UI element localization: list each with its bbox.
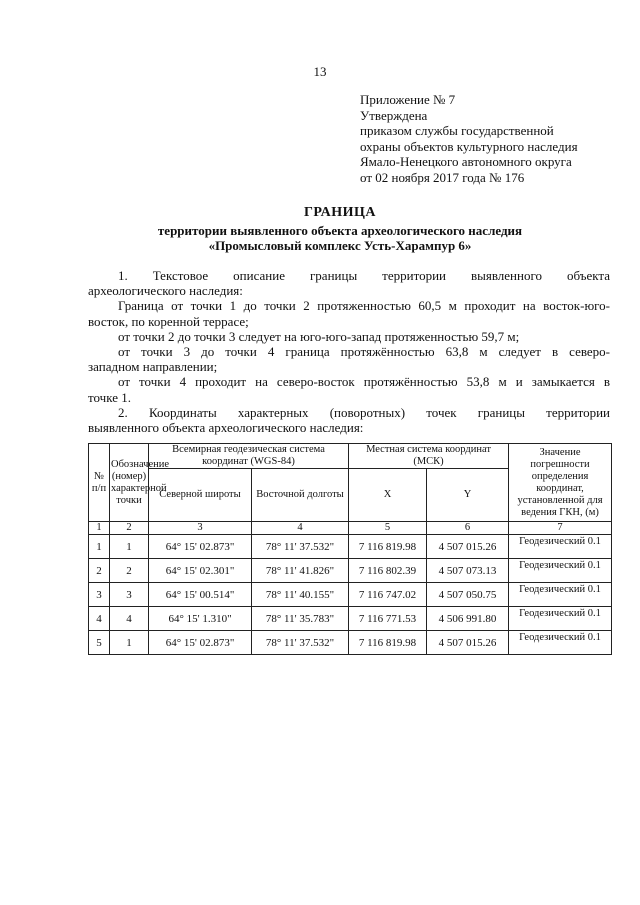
cell-latitude: 64° 15' 02.301" xyxy=(149,559,252,583)
cell-error: Геодезический 0.1 xyxy=(509,535,612,559)
cell-point: 2 xyxy=(110,559,149,583)
table-row xyxy=(89,583,612,607)
appendix-line: Утверждена xyxy=(360,107,428,123)
document-subtitle: территории выявленного объекта археологического наследия xyxy=(157,223,523,238)
cell-y: 4 507 050.75 xyxy=(427,583,509,607)
appendix-line: Ямало-Ненецкого автономного округа xyxy=(360,154,572,170)
appendix-line: от 02 ноября 2017 года № 176 xyxy=(360,169,525,185)
cell-x: 7 116 771.53 xyxy=(349,607,427,631)
cell-x: 7 116 802.39 xyxy=(349,559,427,583)
column-number-row xyxy=(89,522,612,535)
column-number: 1 xyxy=(89,522,110,535)
cell-y: 4 506 991.80 xyxy=(427,607,509,631)
header-msk: Местная система координат (МСК) xyxy=(349,444,509,469)
table-row xyxy=(89,631,612,655)
column-number: 5 xyxy=(349,522,427,535)
paragraph-6-line: выявленного объекта археологического наследия: xyxy=(88,420,364,436)
column-number: 3 xyxy=(149,522,252,535)
cell-row-number: 1 xyxy=(89,535,110,559)
cell-point: 1 xyxy=(110,535,149,559)
document-heading: ГРАНИЦА xyxy=(303,205,377,220)
appendix-line: Приложение № 7 xyxy=(360,92,456,107)
paragraph-1-line: археологического наследия: xyxy=(88,283,243,299)
paragraph-6-line: 2. Координаты характерных (поворотных) точек границы территории xyxy=(118,404,610,420)
object-name: «Промысловый комплекс Усть-Харампур 6» xyxy=(208,238,472,253)
cell-longitude: 78° 11' 37.532" xyxy=(252,631,349,655)
cell-x: 7 116 819.98 xyxy=(349,535,427,559)
cell-latitude: 64° 15' 00.514" xyxy=(149,583,252,607)
paragraph-5-line: точке 1. xyxy=(88,389,131,405)
cell-row-number: 3 xyxy=(89,583,110,607)
cell-point: 4 xyxy=(110,607,149,631)
cell-error: Геодезический 0.1 xyxy=(509,607,612,631)
page-number: 13 xyxy=(313,64,327,79)
body-text xyxy=(88,268,610,435)
table-row xyxy=(89,535,612,559)
appendix-line: охраны объектов культурного наследия xyxy=(360,138,578,154)
appendix-line: приказом службы государственной xyxy=(360,123,554,139)
cell-y: 4 507 015.26 xyxy=(427,631,509,655)
header-y: Y xyxy=(427,469,509,522)
cell-row-number: 5 xyxy=(89,631,110,655)
header-row-number: № п/п xyxy=(89,444,110,522)
cell-y: 4 507 015.26 xyxy=(427,535,509,559)
paragraph-5-line: от точки 4 проходит на северо-восток протяжённостью 53,8 м и замыкается в xyxy=(118,374,610,390)
header-wgs84: Всемирная геодезическая система координат (WGS-84) xyxy=(149,444,349,469)
cell-error: Геодезический 0.1 xyxy=(509,559,612,583)
coordinates-table xyxy=(88,443,612,655)
column-number: 7 xyxy=(509,522,612,535)
cell-x: 7 116 747.02 xyxy=(349,583,427,607)
paragraph-4-line: от точки 3 до точки 4 граница протяжённостью 63,8 м следует в северо- xyxy=(118,344,610,360)
cell-y: 4 507 073.13 xyxy=(427,559,509,583)
header-x: X xyxy=(349,469,427,522)
header-longitude: Восточной долготы xyxy=(252,469,349,522)
cell-latitude: 64° 15' 1.310" xyxy=(149,607,252,631)
cell-longitude: 78° 11' 35.783" xyxy=(252,607,349,631)
header-error: Значение погрешности определения координат, установленной для ведения ГКН, (м) xyxy=(509,444,612,522)
paragraph-1-line: 1. Текстовое описание границы территории выявленного объекта xyxy=(118,268,610,283)
cell-point: 3 xyxy=(110,583,149,607)
cell-x: 7 116 819.98 xyxy=(349,631,427,655)
paragraph-3: от точки 2 до точки 3 следует на юго-юго-запад протяженностью 59,7 м; xyxy=(118,328,520,344)
header-point-designation: Обозначение (номер) характерной точки xyxy=(110,444,149,522)
cell-row-number: 2 xyxy=(89,559,110,583)
paragraph-4-line: западном направлении; xyxy=(88,359,218,375)
paragraph-2-line: восток, по коренной террасе; xyxy=(88,313,249,329)
table-row xyxy=(89,559,612,583)
table-row xyxy=(89,607,612,631)
appendix-block xyxy=(360,92,578,186)
cell-longitude: 78° 11' 37.532" xyxy=(252,535,349,559)
column-number: 2 xyxy=(110,522,149,535)
header-latitude: Северной широты xyxy=(149,469,252,522)
cell-point: 1 xyxy=(110,631,149,655)
column-number: 6 xyxy=(427,522,509,535)
cell-longitude: 78° 11' 41.826" xyxy=(252,559,349,583)
cell-row-number: 4 xyxy=(89,607,110,631)
cell-longitude: 78° 11' 40.155" xyxy=(252,583,349,607)
paragraph-2-line: Граница от точки 1 до точки 2 протяженностью 60,5 м проходит на восток-юго- xyxy=(118,298,610,314)
column-number: 4 xyxy=(252,522,349,535)
cell-latitude: 64° 15' 02.873" xyxy=(149,631,252,655)
cell-latitude: 64° 15' 02.873" xyxy=(149,535,252,559)
cell-error: Геодезический 0.1 xyxy=(509,583,612,607)
cell-error: Геодезический 0.1 xyxy=(509,631,612,655)
